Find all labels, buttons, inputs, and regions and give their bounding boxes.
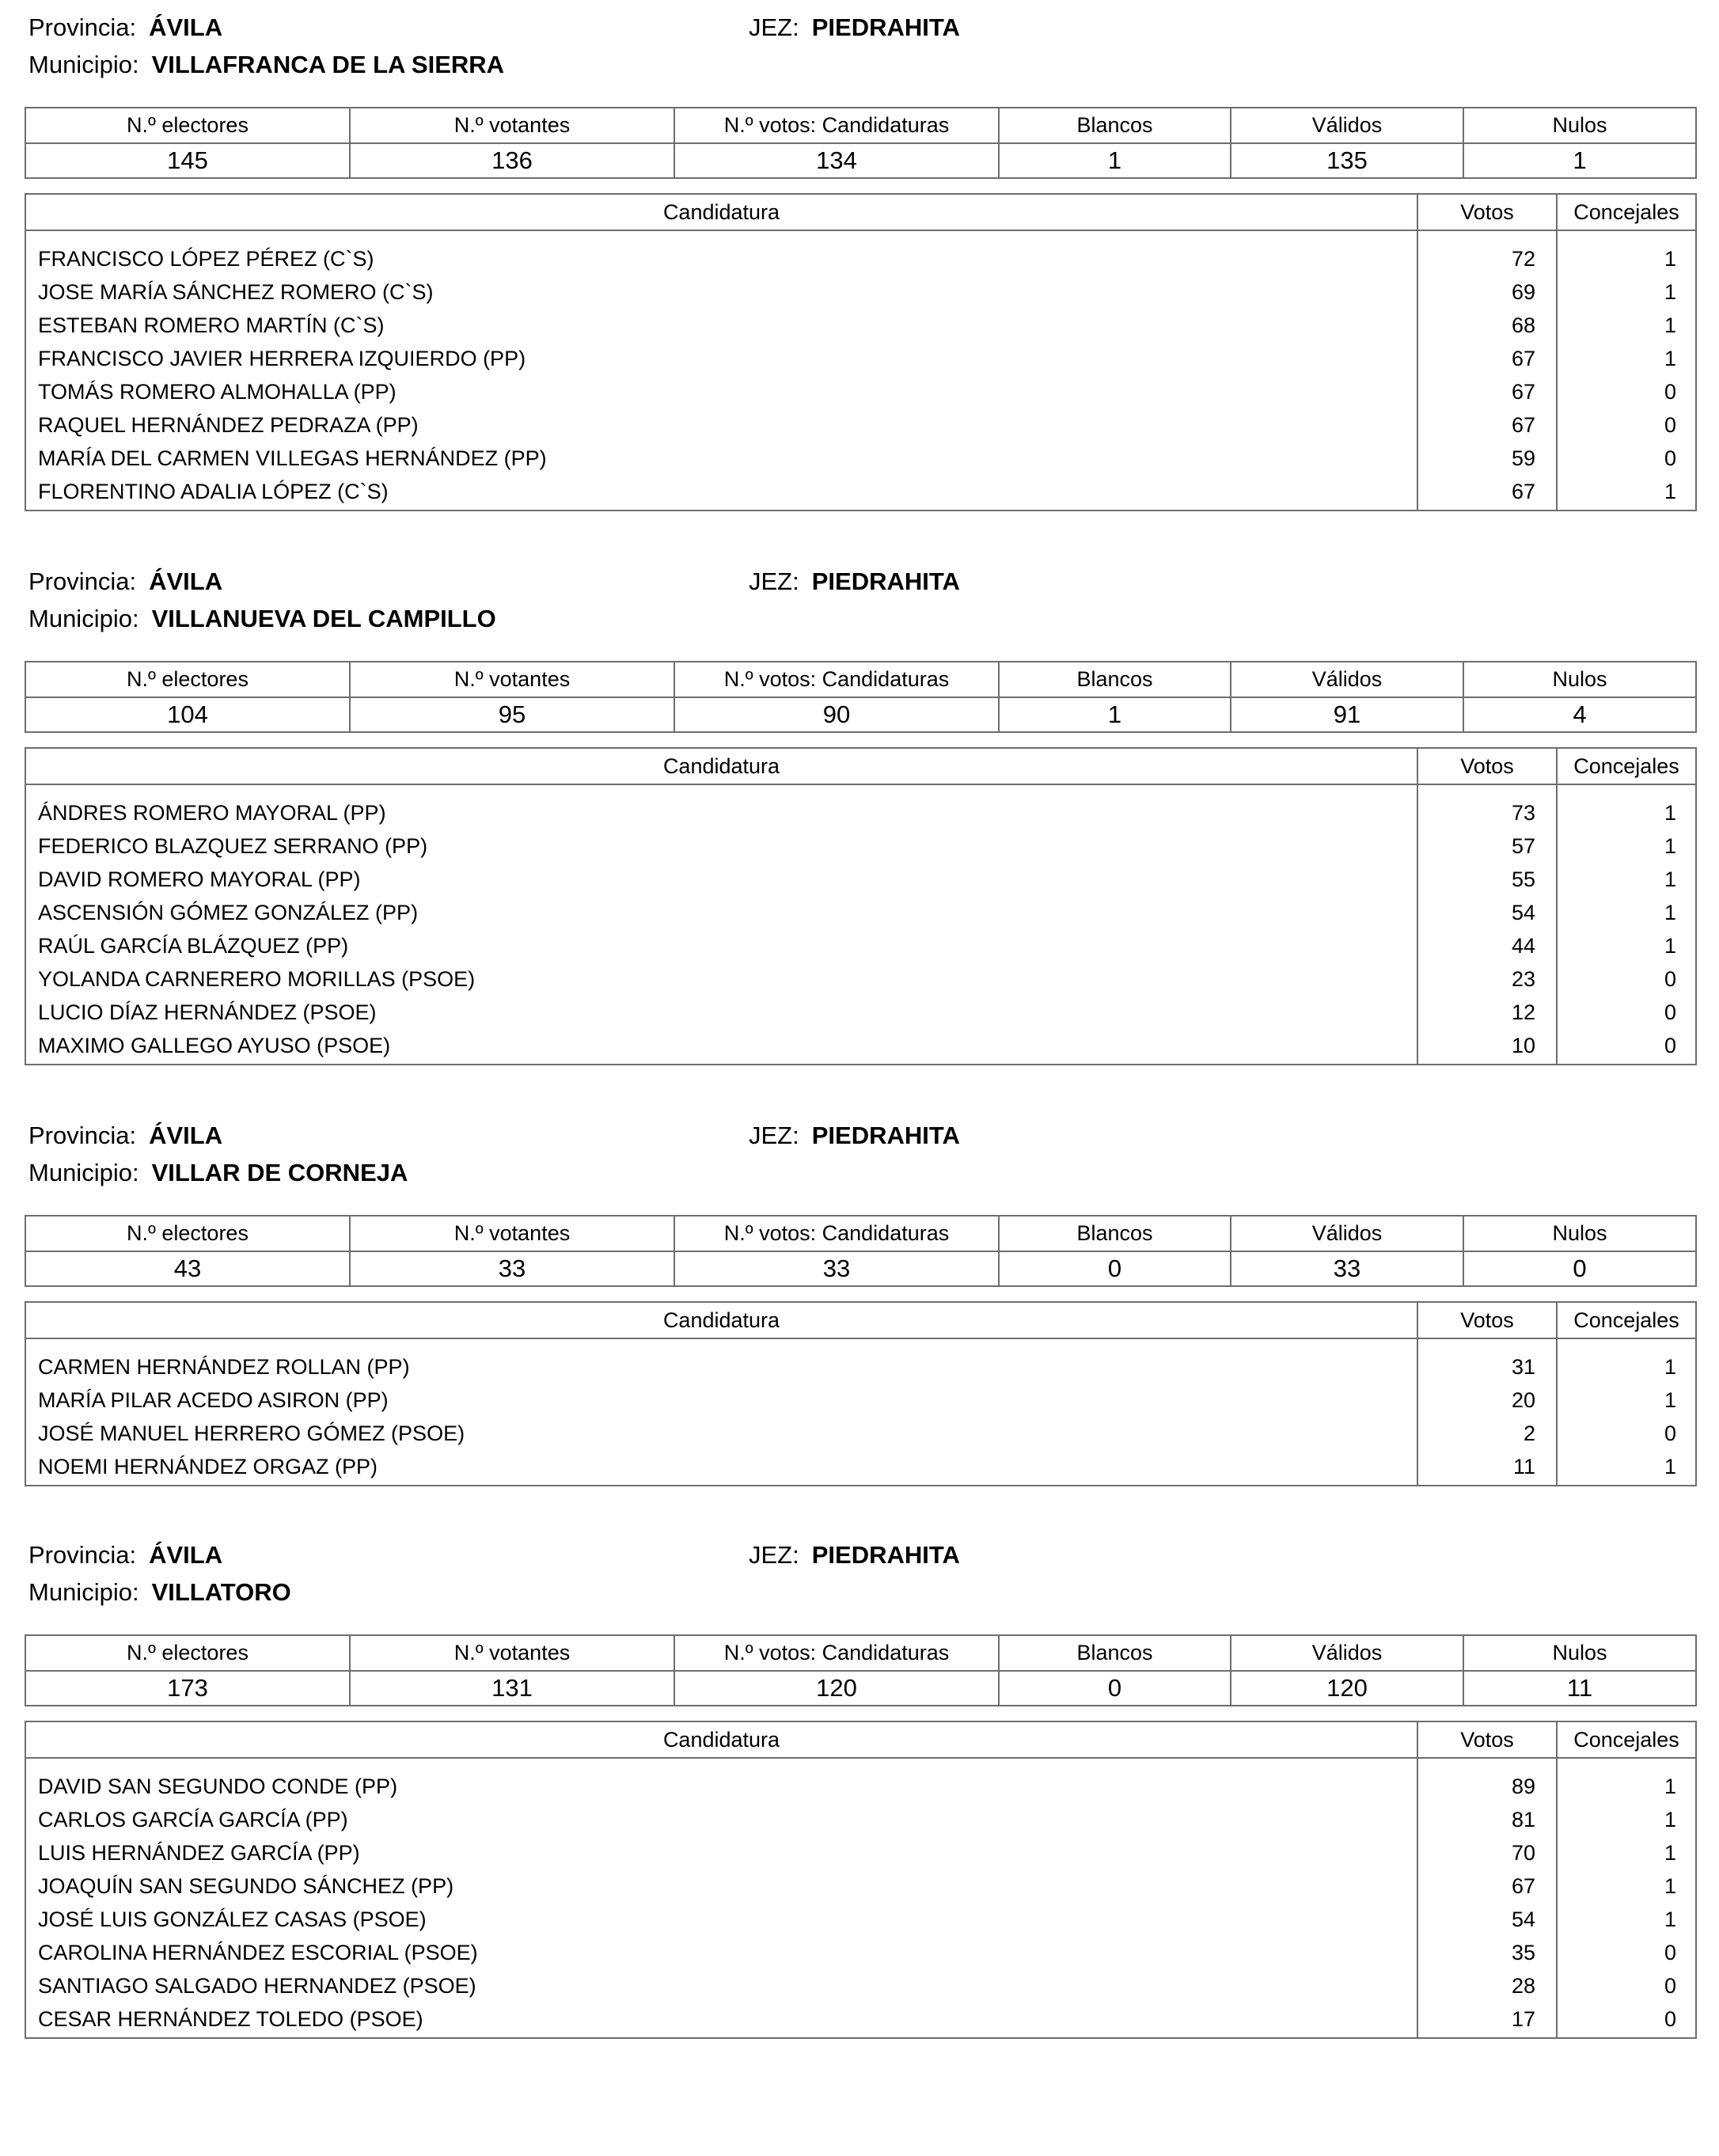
provincia-label: Provincia:: [28, 1541, 137, 1569]
stat-value-electores: 104: [25, 697, 350, 732]
candidate-name: FRANCISCO LÓPEZ PÉREZ (C`S): [38, 246, 374, 271]
stat-value-nulos: 4: [1463, 697, 1696, 732]
candidate-votos: 67: [1417, 375, 1557, 408]
candidate-concejales: 0: [1557, 996, 1696, 1029]
candidate-votos: 20: [1417, 1384, 1557, 1417]
candidate-row: [25, 1770, 1696, 1803]
candidate-concejales: 1: [1557, 475, 1696, 508]
candidate-name: NOEMI HERNÁNDEZ ORGAZ (PP): [38, 1454, 378, 1478]
candidate-row: [25, 1936, 1696, 1969]
candidate-votos: 68: [1417, 309, 1557, 342]
candidate-votos: 31: [1417, 1350, 1557, 1384]
candidate-row: [25, 1836, 1696, 1869]
provincia-row: [28, 12, 222, 44]
candidates-table: [25, 1301, 1697, 1486]
candidate-name: FEDERICO BLAZQUEZ SERRANO (PP): [38, 833, 428, 858]
candidate-row: [25, 408, 1696, 442]
stat-label-blancos: Blancos: [999, 108, 1231, 143]
candidate-concejales: 0: [1557, 1029, 1696, 1062]
jez-label: JEZ:: [749, 13, 799, 41]
col-header-concejales: Concejales: [1557, 194, 1696, 230]
candidate-name: FLORENTINO ADALIA LÓPEZ (C`S): [38, 479, 389, 503]
candidate-name: FRANCISCO JAVIER HERRERA IZQUIERDO (PP): [38, 346, 526, 370]
candidate-name: ÁNDRES ROMERO MAYORAL (PP): [38, 800, 386, 825]
stats-table: [25, 1634, 1697, 1706]
col-header-concejales: Concejales: [1557, 1302, 1696, 1338]
candidate-concejales: 1: [1557, 1770, 1696, 1803]
candidate-concejales: 1: [1557, 1350, 1696, 1384]
stat-value-nulos: 0: [1463, 1251, 1696, 1286]
stat-value-validos: 33: [1231, 1251, 1463, 1286]
stat-value-votos_cand: 33: [674, 1251, 999, 1286]
candidate-name: ASCENSIÓN GÓMEZ GONZÁLEZ (PP): [38, 900, 419, 924]
candidate-name: RAÚL GARCÍA BLÁZQUEZ (PP): [38, 933, 349, 958]
stat-label-nulos: Nulos: [1463, 1216, 1696, 1251]
candidate-name: JOSÉ LUIS GONZÁLEZ CASAS (PSOE): [38, 1907, 427, 1931]
candidate-name: RAQUEL HERNÁNDEZ PEDRAZA (PP): [38, 412, 419, 437]
jez-label: JEZ:: [749, 567, 799, 595]
stat-value-blancos: 0: [999, 1671, 1231, 1706]
candidate-concejales: 0: [1557, 442, 1696, 475]
candidate-row: [25, 475, 1696, 508]
candidate-concejales: 1: [1557, 796, 1696, 829]
provincia-row: [28, 1120, 222, 1152]
candidate-votos: 67: [1417, 1869, 1557, 1903]
stat-label-blancos: Blancos: [999, 1216, 1231, 1251]
candidate-concejales: 0: [1557, 2002, 1696, 2036]
candidate-votos: 67: [1417, 342, 1557, 375]
stat-value-votantes: 131: [350, 1671, 674, 1706]
candidate-votos: 81: [1417, 1803, 1557, 1836]
stats-table: [25, 107, 1697, 179]
candidate-concejales: 1: [1557, 1869, 1696, 1903]
candidate-row: [25, 275, 1696, 309]
candidate-row: [25, 1903, 1696, 1936]
candidate-votos: 57: [1417, 829, 1557, 863]
provincia-value: ÁVILA: [149, 13, 223, 41]
provincia-row: [28, 566, 222, 598]
candidate-concejales: 1: [1557, 1803, 1696, 1836]
stat-value-votantes: 95: [350, 697, 674, 732]
candidate-votos: 54: [1417, 896, 1557, 929]
stat-value-votantes: 33: [350, 1251, 674, 1286]
municipio-label: Municipio:: [28, 605, 139, 632]
candidate-votos: 10: [1417, 1029, 1557, 1062]
candidate-concejales: 1: [1557, 242, 1696, 275]
candidate-votos: 28: [1417, 1969, 1557, 2002]
stat-label-electores: N.º electores: [25, 108, 350, 143]
candidate-votos: 12: [1417, 996, 1557, 1029]
candidate-votos: 59: [1417, 442, 1557, 475]
candidate-row: [25, 996, 1696, 1029]
stat-label-votantes: N.º votantes: [350, 662, 674, 697]
candidate-votos: 55: [1417, 863, 1557, 896]
stat-label-votos_cand: N.º votos: Candidaturas: [674, 662, 999, 697]
stat-label-electores: N.º electores: [25, 662, 350, 697]
stat-label-nulos: Nulos: [1463, 1635, 1696, 1671]
candidate-row: [25, 309, 1696, 342]
candidate-row: [25, 1029, 1696, 1062]
candidate-concejales: 1: [1557, 829, 1696, 863]
candidate-concejales: 1: [1557, 1384, 1696, 1417]
candidate-name: JOSÉ MANUEL HERRERO GÓMEZ (PSOE): [38, 1421, 465, 1445]
stat-value-electores: 43: [25, 1251, 350, 1286]
col-header-concejales: Concejales: [1557, 748, 1696, 784]
jez-row: [749, 12, 960, 44]
municipio-label: Municipio:: [28, 1159, 139, 1186]
candidate-row: [25, 2002, 1696, 2036]
stat-label-votos_cand: N.º votos: Candidaturas: [674, 1216, 999, 1251]
candidate-name: JOSE MARÍA SÁNCHEZ ROMERO (C`S): [38, 279, 434, 304]
candidate-concejales: 1: [1557, 863, 1696, 896]
col-header-votos: Votos: [1417, 194, 1557, 230]
stat-label-electores: N.º electores: [25, 1216, 350, 1251]
candidate-votos: 67: [1417, 408, 1557, 442]
jez-value: PIEDRAHITA: [811, 567, 960, 595]
candidate-row: [25, 962, 1696, 996]
jez-label: JEZ:: [749, 1541, 799, 1569]
stat-label-votos_cand: N.º votos: Candidaturas: [674, 108, 999, 143]
candidate-concejales: 0: [1557, 408, 1696, 442]
candidate-row: [25, 863, 1696, 896]
provincia-value: ÁVILA: [149, 1122, 223, 1149]
col-header-candidatura: Candidatura: [25, 748, 1417, 784]
candidate-name: DAVID SAN SEGUNDO CONDE (PP): [38, 1774, 398, 1798]
provincia-value: ÁVILA: [149, 567, 223, 595]
candidate-name: CESAR HERNÁNDEZ TOLEDO (PSOE): [38, 2006, 423, 2031]
jez-row: [749, 1120, 960, 1152]
candidate-votos: 69: [1417, 275, 1557, 309]
provincia-value: ÁVILA: [149, 1541, 223, 1569]
stat-label-nulos: Nulos: [1463, 108, 1696, 143]
candidate-name: TOMÁS ROMERO ALMOHALLA (PP): [38, 379, 397, 404]
jez-value: PIEDRAHITA: [811, 13, 960, 41]
col-header-votos: Votos: [1417, 748, 1557, 784]
candidate-votos: 54: [1417, 1903, 1557, 1936]
provincia-label: Provincia:: [28, 567, 137, 595]
candidate-concejales: 0: [1557, 962, 1696, 996]
candidate-name: CARLOS GARCÍA GARCÍA (PP): [38, 1807, 348, 1831]
candidate-concejales: 0: [1557, 1969, 1696, 2002]
candidate-name: LUCIO DÍAZ HERNÁNDEZ (PSOE): [38, 1000, 377, 1024]
stat-value-votos_cand: 120: [674, 1671, 999, 1706]
stat-value-blancos: 1: [999, 143, 1231, 178]
col-header-candidatura: Candidatura: [25, 1721, 1417, 1758]
candidate-row: [25, 342, 1696, 375]
candidate-name: DAVID ROMERO MAYORAL (PP): [38, 867, 361, 891]
candidate-votos: 89: [1417, 1770, 1557, 1803]
candidate-concejales: 1: [1557, 275, 1696, 309]
candidate-concejales: 0: [1557, 1936, 1696, 1969]
candidate-name: MARÍA PILAR ACEDO ASIRON (PP): [38, 1387, 389, 1412]
col-header-votos: Votos: [1417, 1721, 1557, 1758]
candidate-concejales: 0: [1557, 375, 1696, 408]
stat-value-validos: 120: [1231, 1671, 1463, 1706]
col-header-votos: Votos: [1417, 1302, 1557, 1338]
provincia-label: Provincia:: [28, 1122, 137, 1149]
stat-label-validos: Válidos: [1231, 662, 1463, 697]
stat-value-electores: 145: [25, 143, 350, 178]
stat-value-electores: 173: [25, 1671, 350, 1706]
candidate-concejales: 1: [1557, 929, 1696, 962]
candidate-concejales: 1: [1557, 1450, 1696, 1483]
candidate-row: [25, 1384, 1696, 1417]
stat-value-validos: 135: [1231, 143, 1463, 178]
jez-row: [749, 566, 960, 598]
stat-value-votos_cand: 134: [674, 143, 999, 178]
stat-label-votantes: N.º votantes: [350, 1635, 674, 1671]
candidate-concejales: 1: [1557, 342, 1696, 375]
candidate-row: [25, 796, 1696, 829]
stat-value-votantes: 136: [350, 143, 674, 178]
stat-value-nulos: 11: [1463, 1671, 1696, 1706]
municipio-row: [28, 603, 496, 635]
candidate-name: ESTEBAN ROMERO MARTÍN (C`S): [38, 313, 385, 337]
candidates-table: [25, 193, 1697, 511]
candidate-votos: 70: [1417, 1836, 1557, 1869]
stats-table: [25, 1215, 1697, 1287]
candidates-table: [25, 1721, 1697, 2039]
col-header-concejales: Concejales: [1557, 1721, 1696, 1758]
candidate-row: [25, 1969, 1696, 2002]
municipio-label: Municipio:: [28, 1578, 139, 1606]
provincia-row: [28, 1539, 222, 1571]
provincia-label: Provincia:: [28, 13, 137, 41]
municipio-value: VILLATORO: [151, 1578, 291, 1606]
municipio-row: [28, 1157, 408, 1189]
candidate-votos: 73: [1417, 796, 1557, 829]
stat-label-validos: Válidos: [1231, 1216, 1463, 1251]
stat-value-votos_cand: 90: [674, 697, 999, 732]
candidate-name: CARMEN HERNÁNDEZ ROLLAN (PP): [38, 1354, 410, 1379]
candidate-concejales: 1: [1557, 1836, 1696, 1869]
stat-label-validos: Válidos: [1231, 108, 1463, 143]
candidate-row: [25, 1450, 1696, 1483]
candidate-name: SANTIAGO SALGADO HERNANDEZ (PSOE): [38, 1973, 476, 1998]
municipio-value: VILLANUEVA DEL CAMPILLO: [151, 605, 496, 632]
municipio-row: [28, 1577, 291, 1608]
candidate-row: [25, 1869, 1696, 1903]
candidate-row: [25, 1803, 1696, 1836]
jez-row: [749, 1539, 960, 1571]
stat-label-votantes: N.º votantes: [350, 1216, 674, 1251]
candidate-row: [25, 375, 1696, 408]
candidate-votos: 11: [1417, 1450, 1557, 1483]
col-header-candidatura: Candidatura: [25, 194, 1417, 230]
col-header-candidatura: Candidatura: [25, 1302, 1417, 1338]
candidate-concejales: 1: [1557, 896, 1696, 929]
stat-value-blancos: 1: [999, 697, 1231, 732]
municipio-value: VILLAR DE CORNEJA: [151, 1159, 408, 1186]
jez-label: JEZ:: [749, 1122, 799, 1149]
candidate-row: [25, 829, 1696, 863]
candidate-name: CAROLINA HERNÁNDEZ ESCORIAL (PSOE): [38, 1940, 478, 1964]
candidate-row: [25, 929, 1696, 962]
stat-value-blancos: 0: [999, 1251, 1231, 1286]
stats-table: [25, 661, 1697, 733]
candidate-votos: 17: [1417, 2002, 1557, 2036]
stat-label-blancos: Blancos: [999, 662, 1231, 697]
stat-label-electores: N.º electores: [25, 1635, 350, 1671]
candidate-name: LUIS HERNÁNDEZ GARCÍA (PP): [38, 1840, 360, 1865]
candidate-concejales: 0: [1557, 1417, 1696, 1450]
municipio-label: Municipio:: [28, 51, 139, 78]
candidate-name: JOAQUÍN SAN SEGUNDO SÁNCHEZ (PP): [38, 1873, 454, 1898]
candidate-votos: 23: [1417, 962, 1557, 996]
candidate-votos: 44: [1417, 929, 1557, 962]
candidate-votos: 72: [1417, 242, 1557, 275]
candidate-name: MAXIMO GALLEGO AYUSO (PSOE): [38, 1033, 391, 1057]
candidate-name: MARÍA DEL CARMEN VILLEGAS HERNÁNDEZ (PP): [38, 446, 547, 470]
candidate-row: [25, 1350, 1696, 1384]
municipio-value: VILLAFRANCA DE LA SIERRA: [151, 51, 505, 78]
candidate-votos: 35: [1417, 1936, 1557, 1969]
stat-label-blancos: Blancos: [999, 1635, 1231, 1671]
candidate-row: [25, 242, 1696, 275]
candidate-votos: 2: [1417, 1417, 1557, 1450]
stat-value-nulos: 1: [1463, 143, 1696, 178]
stat-label-nulos: Nulos: [1463, 662, 1696, 697]
jez-value: PIEDRAHITA: [811, 1541, 960, 1569]
candidate-name: YOLANDA CARNERERO MORILLAS (PSOE): [38, 966, 476, 991]
jez-value: PIEDRAHITA: [811, 1122, 960, 1149]
candidate-row: [25, 1417, 1696, 1450]
candidate-concejales: 1: [1557, 309, 1696, 342]
municipio-row: [28, 49, 504, 81]
stat-label-validos: Válidos: [1231, 1635, 1463, 1671]
candidate-row: [25, 896, 1696, 929]
candidate-concejales: 1: [1557, 1903, 1696, 1936]
stat-label-votos_cand: N.º votos: Candidaturas: [674, 1635, 999, 1671]
stat-label-votantes: N.º votantes: [350, 108, 674, 143]
candidate-row: [25, 442, 1696, 475]
stat-value-validos: 91: [1231, 697, 1463, 732]
candidates-table: [25, 747, 1697, 1065]
candidate-votos: 67: [1417, 475, 1557, 508]
